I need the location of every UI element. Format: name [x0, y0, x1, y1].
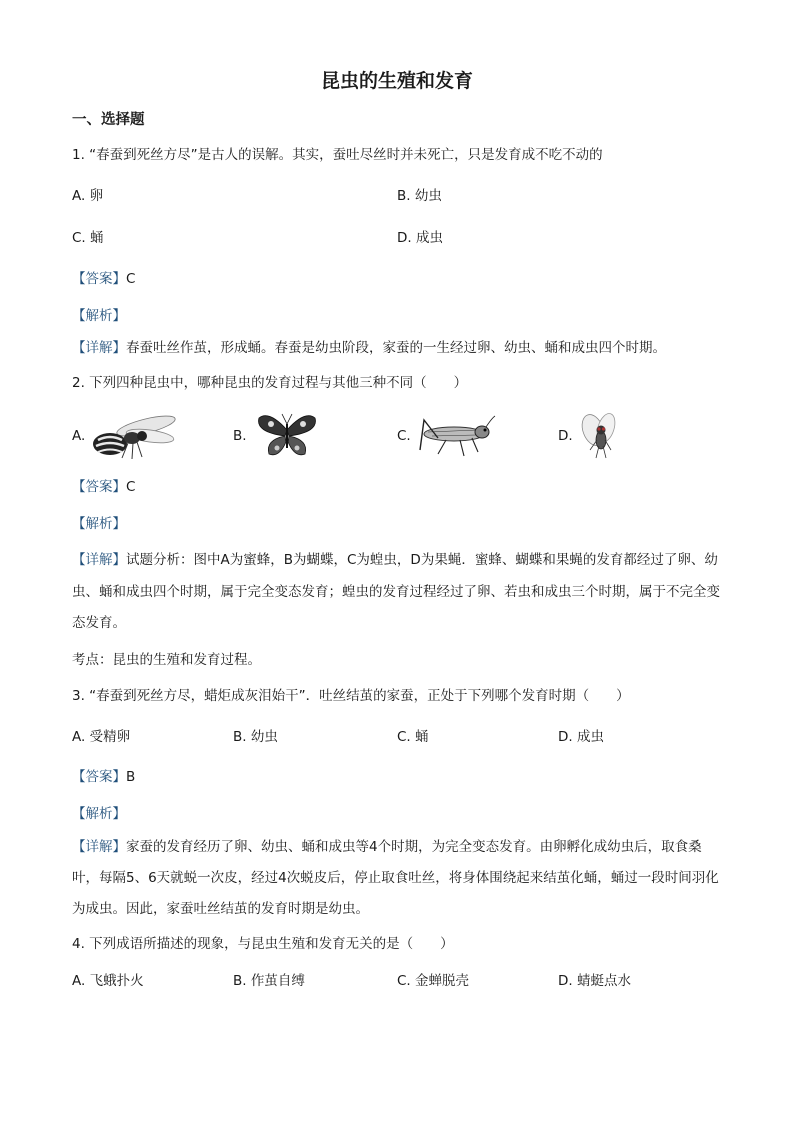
- question-1-option-d: D. 成虫: [397, 230, 443, 246]
- butterfly-image: [255, 410, 319, 460]
- question-1-option-c: C. 蛹: [72, 230, 104, 246]
- question-2-analysis-label: 【解析】: [72, 516, 126, 532]
- question-3-option-b: B. 幼虫: [233, 729, 278, 745]
- answer-label: 【答案】: [72, 769, 126, 785]
- question-3-stem: 3. “春蚕到死丝方尽，蜡炬成灰泪始干”．吐丝结茧的家蚕，正处于下列哪个发育时期（ ）: [72, 688, 630, 704]
- question-2-option-a: A.: [72, 428, 86, 444]
- question-2-answer: [72, 477, 135, 497]
- question-2-note: 考点：昆虫的生殖和发育过程。: [72, 652, 261, 668]
- detail-text: 春蚕吐丝作茧，形成蛹。春蚕是幼虫阶段，家蚕的一生经过卵、幼虫、蛹和成虫四个时期。: [126, 340, 666, 356]
- grasshopper-image: [418, 410, 496, 460]
- wasp-image: [88, 410, 180, 462]
- section-heading: 一、选择题: [72, 112, 145, 128]
- detail-text: 家蚕的发育经历了卵、幼虫、蛹和成虫等4个时期，为完全变态发育。由卵孵化成幼虫后，取食桑叶，每隔5、6天就蜕一次皮，经过4次蜕皮后，停止取食吐丝，将身体围绕起来结茧化蛹，蛹过一段时间羽化为成虫。因此，家蚕吐丝结茧的发育时期是幼虫。: [72, 839, 719, 917]
- question-4-option-d: D. 蜻蜓点水: [558, 973, 631, 989]
- question-3-answer: [72, 767, 135, 787]
- answer-value: C: [126, 479, 136, 495]
- question-2-option-b: B.: [233, 428, 247, 444]
- question-2-stem: 2. 下列四种昆虫中，哪种昆虫的发育过程与其他三种不同（ ）: [72, 375, 468, 391]
- answer-label: 【答案】: [72, 479, 126, 495]
- answer-label: 【答案】: [72, 271, 126, 287]
- answer-value: B: [126, 769, 136, 785]
- fly-image: [578, 410, 624, 460]
- question-1-option-a: A. 卵: [72, 188, 104, 204]
- question-1-detail: [72, 338, 666, 358]
- answer-value: C: [126, 271, 136, 287]
- question-3-analysis-label: 【解析】: [72, 806, 126, 822]
- detail-text: 试题分析：图中A为蜜蜂，B为蝴蝶，C为蝗虫，D为果蝇．蜜蜂、蝴蝶和果蝇的发育都经过了卵、幼虫、蛹和成虫四个时期，属于完全变态发育；蝗虫的发育过程经过了卵、若虫和成虫三个时期，属于不完全变态发育。: [72, 552, 720, 631]
- question-4-option-c: C. 金蝉脱壳: [397, 973, 470, 989]
- question-3-option-a: A. 受精卵: [72, 729, 131, 745]
- question-2-detail: [72, 545, 722, 640]
- question-3-detail: [72, 832, 722, 925]
- question-2-option-d: D.: [558, 428, 573, 444]
- detail-label: 【详解】: [72, 552, 126, 568]
- question-1-stem: 1. “春蚕到死丝方尽”是古人的误解。其实，蚕吐尽丝时并未死亡，只是发育成不吃不动的: [72, 147, 603, 163]
- question-3-option-c: C. 蛹: [397, 729, 429, 745]
- detail-label: 【详解】: [72, 839, 126, 855]
- question-4-stem: 4. 下列成语所描述的现象，与昆虫生殖和发育无关的是（ ）: [72, 936, 454, 952]
- question-1-option-b: B. 幼虫: [397, 188, 442, 204]
- question-3-option-d: D. 成虫: [558, 729, 604, 745]
- question-1-answer: [72, 269, 135, 289]
- question-1-analysis-label: 【解析】: [72, 308, 126, 324]
- question-4-option-a: A. 飞蛾扑火: [72, 973, 144, 989]
- page-title: 昆虫的生殖和发育: [320, 70, 473, 92]
- question-2-option-c: C.: [397, 428, 411, 444]
- detail-label: 【详解】: [72, 340, 126, 356]
- question-4-option-b: B. 作茧自缚: [233, 973, 305, 989]
